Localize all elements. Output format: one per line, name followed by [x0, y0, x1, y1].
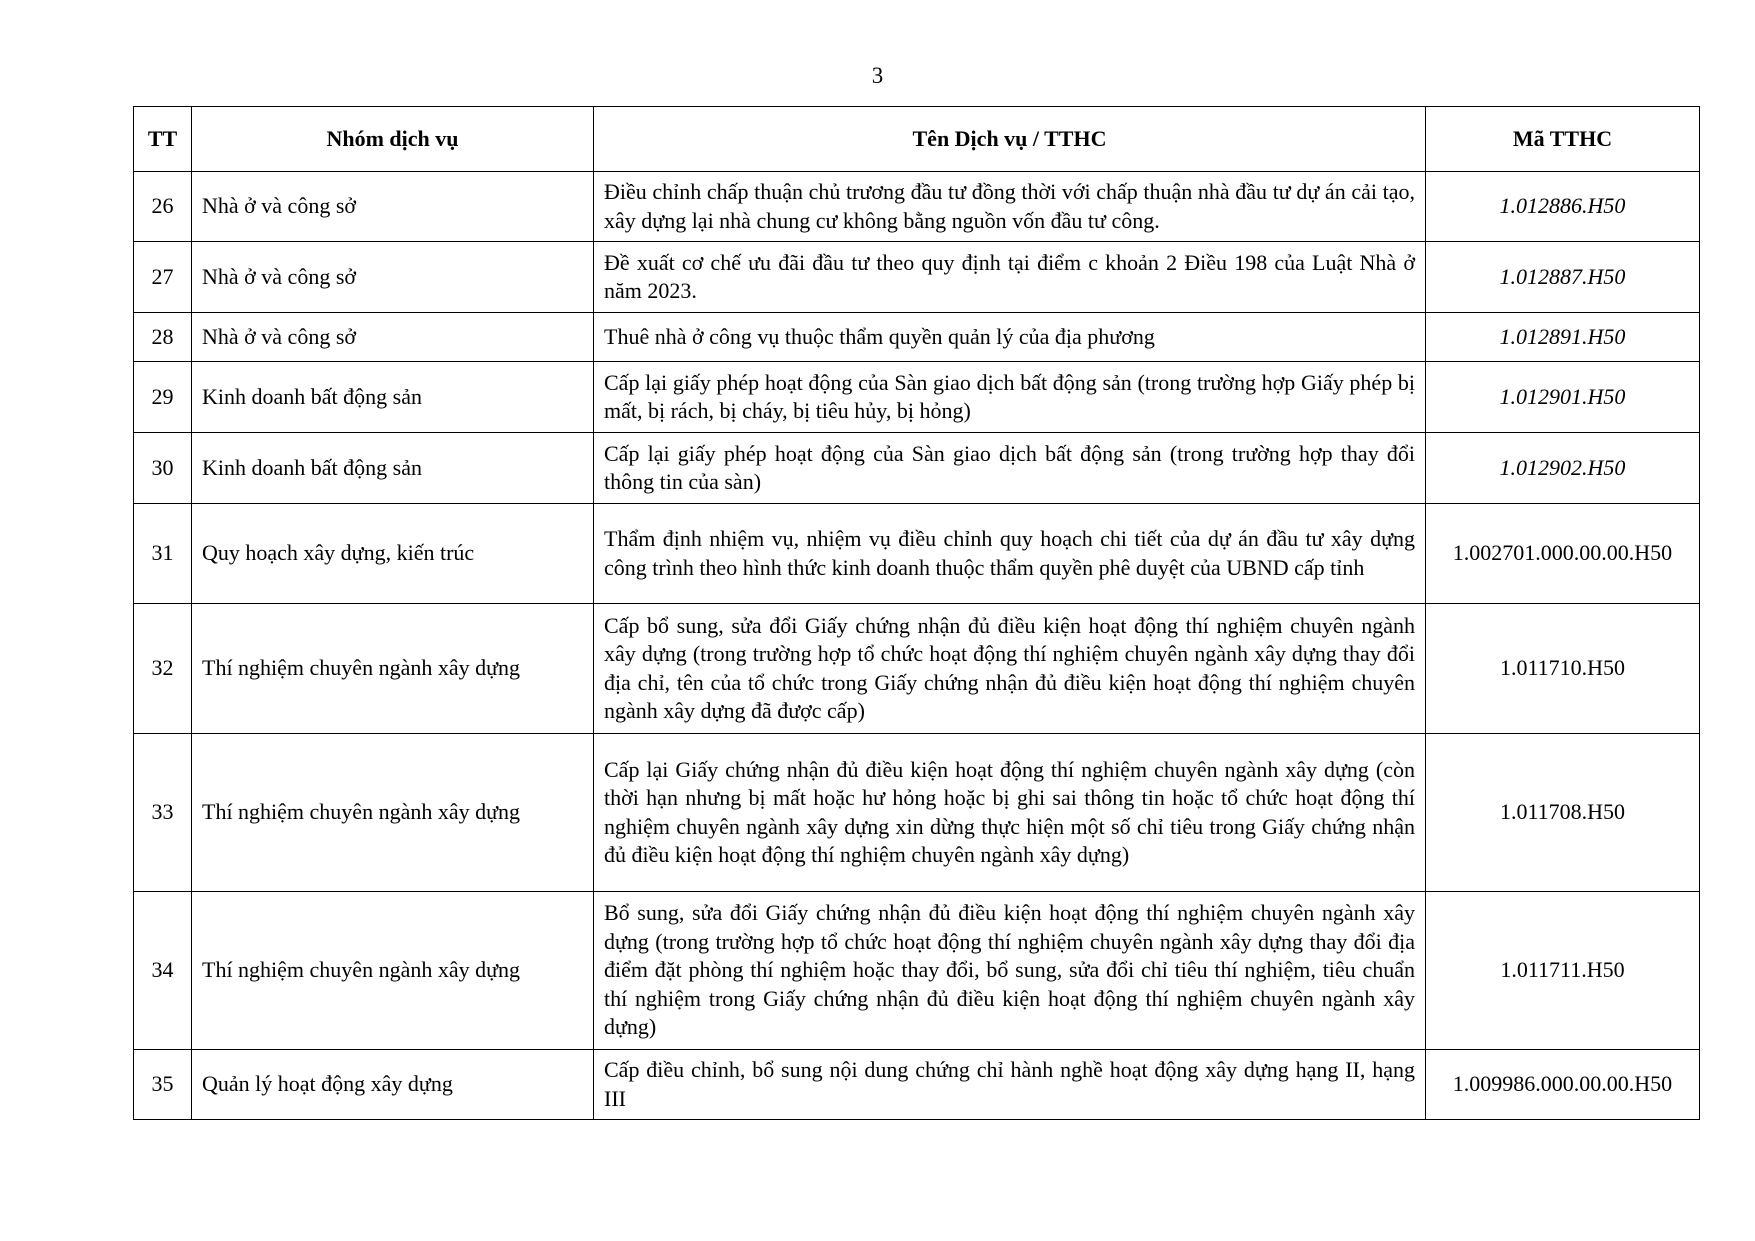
- service-name: Bổ sung, sửa đổi Giấy chứng nhận đủ điều kiện hoạt động thí nghiệm chuyên ngành xây dựng (trong trường hợp tổ chức hoạt động thí nghiệm chuyên ngành xây dựng thay đổi địa điểm đặt phòng thí nghiệm hoặc thay đổi, bổ sung, sửa đổi chỉ tiêu thí nghiệm, tiêu chuẩn thí nghiệm trong Giấy chứng nhận đủ điều kiện hoạt động thí nghiệm chuyên ngành xây dựng): [594, 892, 1426, 1050]
- table-row: [134, 172, 1700, 242]
- procedure-code: 1.012891.H50: [1426, 313, 1700, 362]
- service-name: Cấp điều chỉnh, bổ sung nội dung chứng chỉ hành nghề hoạt động xây dựng hạng II, hạng III: [594, 1050, 1426, 1120]
- service-group: Thí nghiệm chuyên ngành xây dựng: [192, 604, 594, 734]
- service-name: Thẩm định nhiệm vụ, nhiệm vụ điều chỉnh quy hoạch chi tiết của dự án đầu tư xây dựng công trình theo hình thức kinh doanh thuộc thẩm quyền phê duyệt của UBND cấp tỉnh: [594, 504, 1426, 604]
- service-group: Nhà ở và công sở: [192, 313, 594, 362]
- table-row: [134, 313, 1700, 362]
- service-name: Thuê nhà ở công vụ thuộc thẩm quyền quản lý của địa phương: [594, 313, 1426, 362]
- services-table: [133, 106, 1700, 1120]
- header-tt: TT: [134, 107, 192, 172]
- service-group: Thí nghiệm chuyên ngành xây dựng: [192, 892, 594, 1050]
- service-name: Điều chỉnh chấp thuận chủ trương đầu tư đồng thời với chấp thuận nhà đầu tư dự án cải tạo, xây dựng lại nhà chung cư không bằng nguồn vốn đầu tư công.: [594, 172, 1426, 242]
- page-number: 3: [871, 63, 884, 88]
- service-group: Kinh doanh bất động sản: [192, 433, 594, 504]
- service-group: Kinh doanh bất động sản: [192, 362, 594, 433]
- table-row: [134, 242, 1700, 313]
- header-service-name: Tên Dịch vụ / TTHC: [594, 107, 1426, 172]
- service-group: Quản lý hoạt động xây dựng: [192, 1050, 594, 1120]
- table-row: [134, 604, 1700, 734]
- procedure-code: 1.012886.H50: [1426, 172, 1700, 242]
- procedure-code: 1.012887.H50: [1426, 242, 1700, 313]
- service-group: Quy hoạch xây dựng, kiến trúc: [192, 504, 594, 604]
- service-name: Cấp lại giấy phép hoạt động của Sàn giao dịch bất động sản (trong trường hợp thay đổi thông tin của sàn): [594, 433, 1426, 504]
- procedure-code: 1.009986.000.00.00.H50: [1426, 1050, 1700, 1120]
- row-number: 31: [134, 504, 192, 604]
- procedure-code: 1.011710.H50: [1426, 604, 1700, 734]
- procedure-code: 1.002701.000.00.00.H50: [1426, 504, 1700, 604]
- procedure-code: 1.012902.H50: [1426, 433, 1700, 504]
- row-number: 35: [134, 1050, 192, 1120]
- service-name: Cấp lại Giấy chứng nhận đủ điều kiện hoạt động thí nghiệm chuyên ngành xây dựng (còn thời hạn nhưng bị mất hoặc hư hỏng hoặc bị ghi sai thông tin hoặc tổ chức hoạt động thí nghiệm chuyên ngành xây dựng xin dừng thực hiện một số chỉ tiêu trong Giấy chứng nhận đủ điều kiện hoạt động thí nghiệm chuyên ngành xây dựng): [594, 734, 1426, 892]
- row-number: 32: [134, 604, 192, 734]
- row-number: 30: [134, 433, 192, 504]
- table-row: [134, 433, 1700, 504]
- row-number: 34: [134, 892, 192, 1050]
- service-group: Thí nghiệm chuyên ngành xây dựng: [192, 734, 594, 892]
- service-name: Cấp lại giấy phép hoạt động của Sàn giao dịch bất động sản (trong trường hợp Giấy phép bị mất, bị rách, bị cháy, bị tiêu hủy, bị hỏng): [594, 362, 1426, 433]
- procedure-code: 1.011711.H50: [1426, 892, 1700, 1050]
- row-number: 29: [134, 362, 192, 433]
- row-number: 27: [134, 242, 192, 313]
- table-header-row: [134, 107, 1700, 172]
- row-number: 28: [134, 313, 192, 362]
- table-row: [134, 734, 1700, 892]
- row-number: 33: [134, 734, 192, 892]
- service-name: Cấp bổ sung, sửa đổi Giấy chứng nhận đủ điều kiện hoạt động thí nghiệm chuyên ngành xây dựng (trong trường hợp tổ chức hoạt động thí nghiệm chuyên ngành xây dựng thay đổi địa chỉ, tên của tổ chức trong Giấy chứng nhận đủ điều kiện hoạt động thí nghiệm chuyên ngành xây dựng đã được cấp): [594, 604, 1426, 734]
- service-name: Đề xuất cơ chế ưu đãi đầu tư theo quy định tại điểm c khoản 2 Điều 198 của Luật Nhà ở năm 2023.: [594, 242, 1426, 313]
- table-row: [134, 892, 1700, 1050]
- header-procedure-code: Mã TTHC: [1426, 107, 1700, 172]
- service-group: Nhà ở và công sở: [192, 172, 594, 242]
- table-row: [134, 362, 1700, 433]
- service-group: Nhà ở và công sở: [192, 242, 594, 313]
- header-service-group: Nhóm dịch vụ: [192, 107, 594, 172]
- table-row: [134, 504, 1700, 604]
- procedure-code: 1.011708.H50: [1426, 734, 1700, 892]
- row-number: 26: [134, 172, 192, 242]
- procedure-code: 1.012901.H50: [1426, 362, 1700, 433]
- table-row: [134, 1050, 1700, 1120]
